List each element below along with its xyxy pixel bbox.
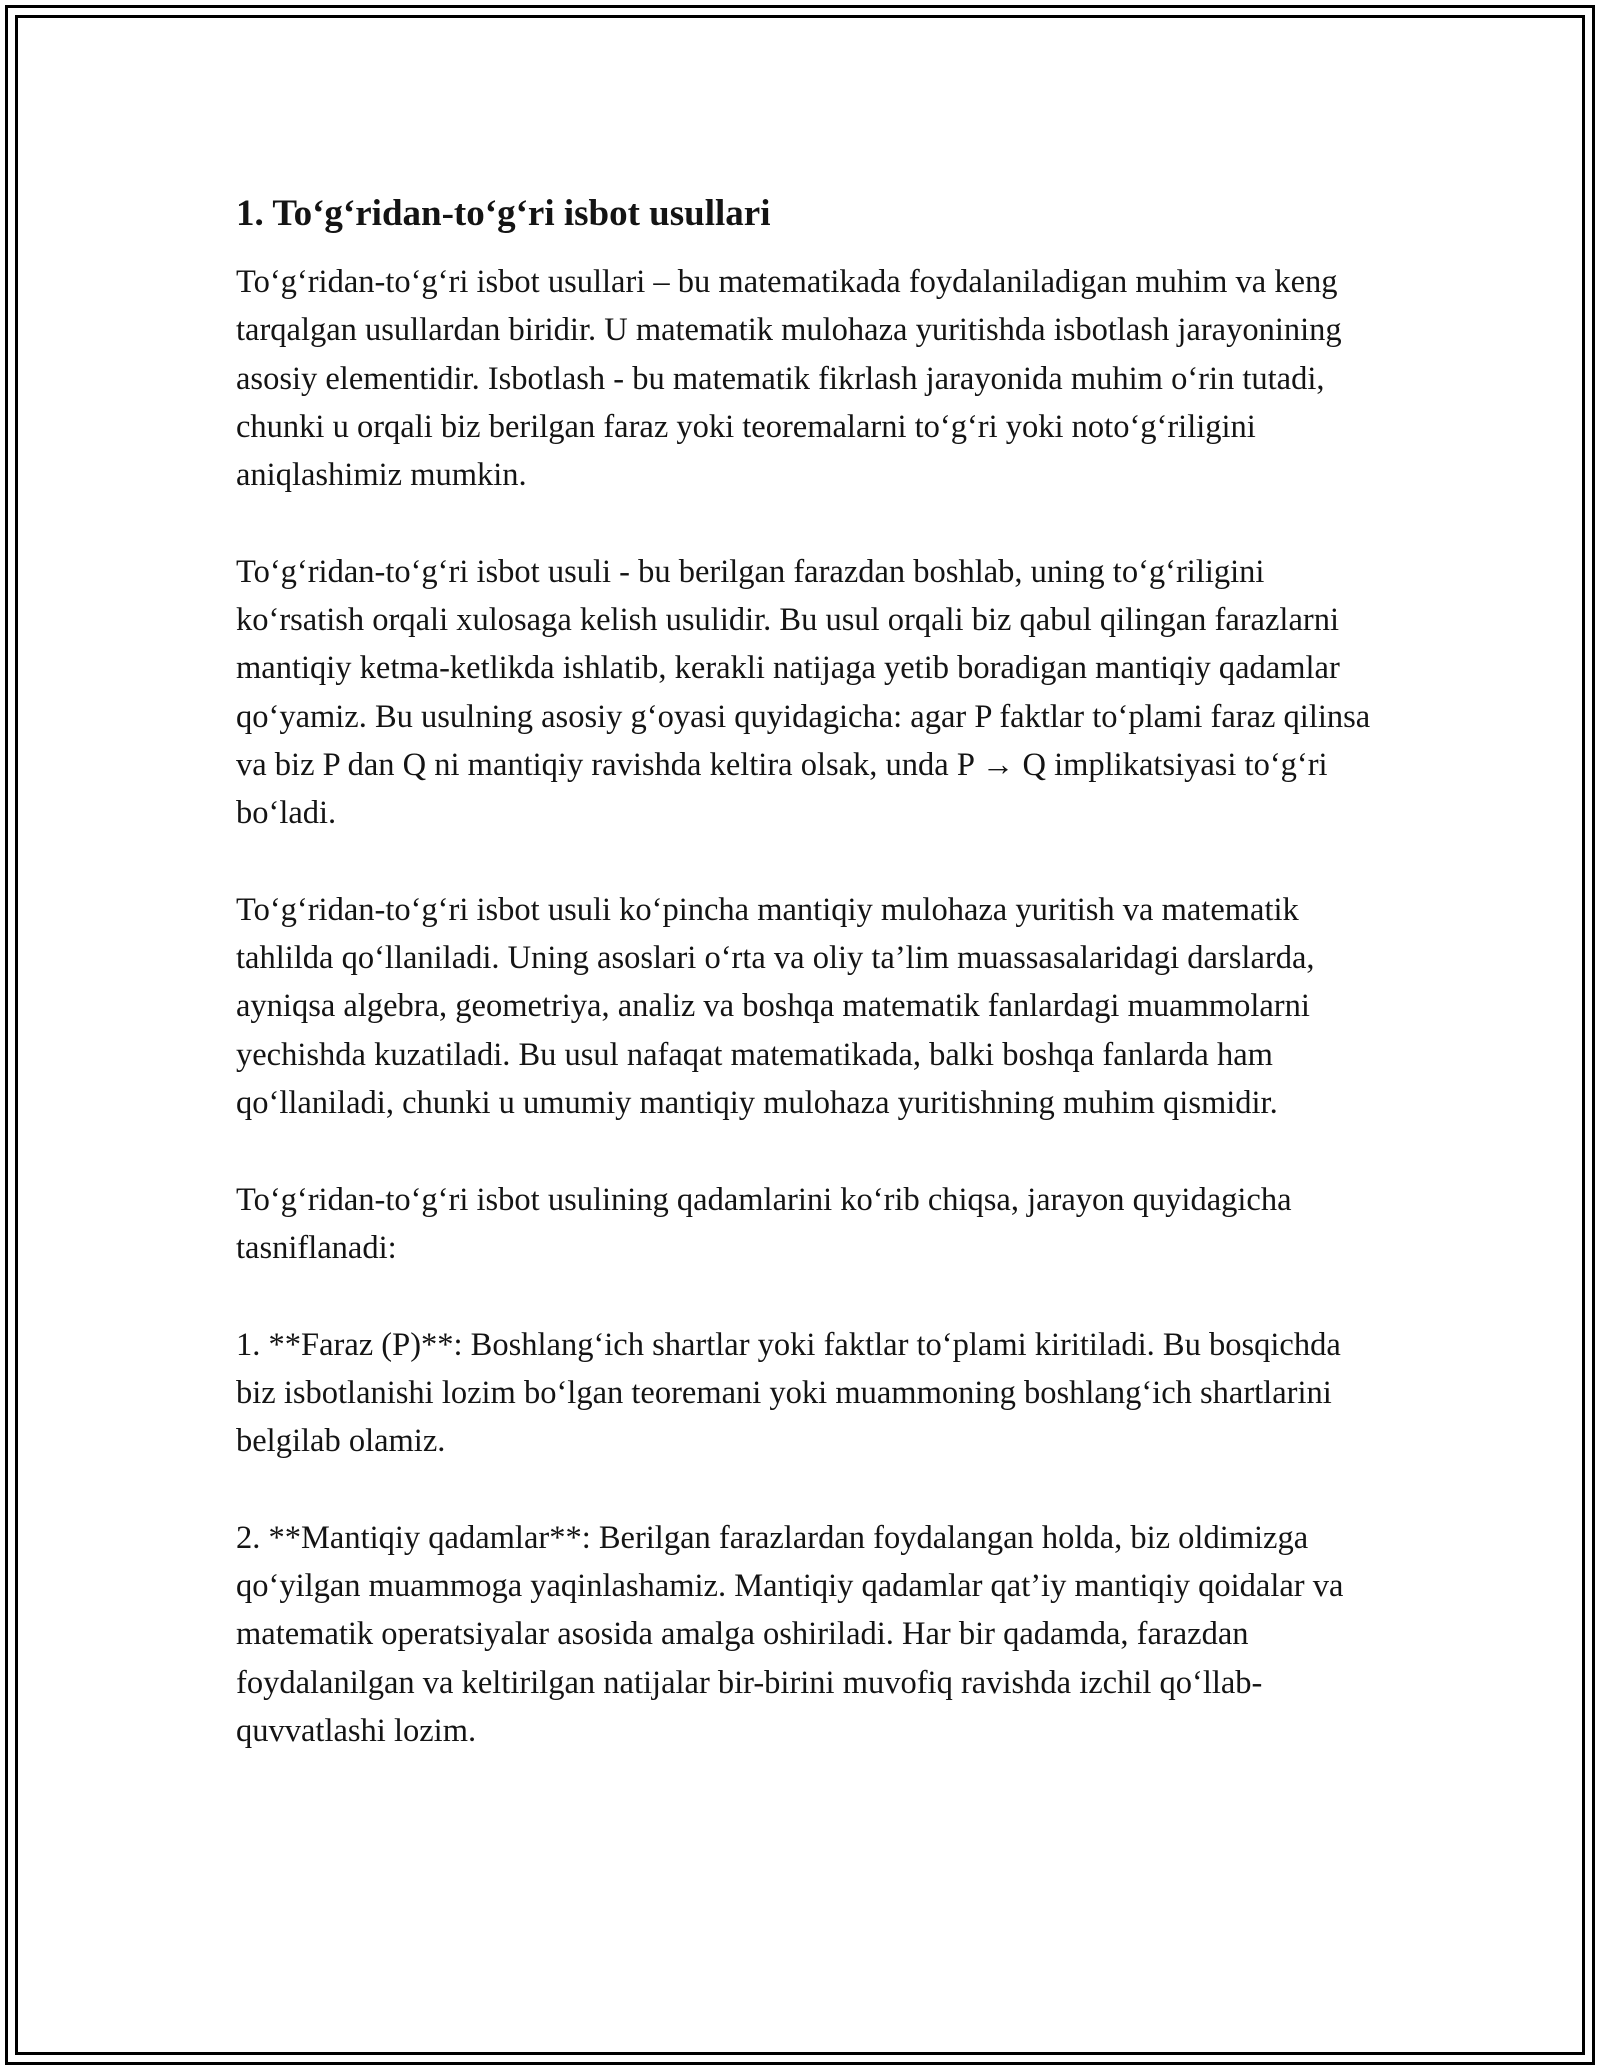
paragraph-intro: To‘g‘ridan-to‘g‘ri isbot usullari – bu matematikada foydalaniladigan muhim va keng tarqalgan usullardan biridir. U matematik mulohaza yuritishda isbotlash jarayonining asosiy elementidir. Isbotlash - bu matematik fikrlash jarayonida muhim o‘rin tutadi, chunki u orqali biz berilgan faraz yoki teoremalarni to‘g‘ri yoki noto‘g‘riligini aniqlashimiz mumkin. — [236, 264, 1342, 494]
paragraph-step-1: 1. **Faraz (P)**: Boshlang‘ich shartlar yoki faktlar to‘plami kiritiladi. Bu bosqichda biz isbotlanishi lozim bo‘lgan teoremani yoki muammoning boshlang‘ich shartlarini belgilab olamiz. — [236, 1326, 1341, 1460]
paragraph-definition: To‘g‘ridan-to‘g‘ri isbot usuli - bu berilgan farazdan boshlab, uning to‘g‘riligini ko‘rsatish orqali xulosaga kelish usulidir. Bu usul orqali biz qabul qilingan farazlarni mantiqiy ketma-ketlikda ishlatib, kerakli natijaga yetib boradigan mantiqiy qadamlar qo‘yamiz. Bu usulning asosiy g‘oyasi quyidagicha: agar P faktlar to‘plami faraz qilinsa va biz P dan Q ni mantiqiy ravishda keltira olsak, unda P → Q implikatsiyasi to‘g‘ri bo‘ladi. — [236, 553, 1371, 832]
document-body — [236, 188, 1376, 1755]
paragraph-steps-intro: To‘g‘ridan-to‘g‘ri isbot usulining qadamlarini ko‘rib chiqsa, jarayon quyidagicha tasniflanadi: — [236, 1181, 1292, 1266]
paragraph-step-2: 2. **Mantiqiy qadamlar**: Berilgan farazlardan foydalangan holda, biz oldimizga qo‘yilgan muammoga yaqinlashamiz. Mantiqiy qadamlar qat’iy mantiqiy qoidalar va matematik operatsiyalar asosida amalga oshiriladi. Har bir qadamda, farazdan foydalanilgan va keltirilgan natijalar bir-birini muvofiq ravishda izchil qo‘llab-quvvatlashi lozim. — [236, 1519, 1344, 1749]
section-heading: 1. To‘g‘ridan-to‘g‘ri isbot usullari — [236, 193, 771, 234]
paragraph-applications: To‘g‘ridan-to‘g‘ri isbot usuli ko‘pincha mantiqiy mulohaza yuritish va matematik tahlilda qo‘llaniladi. Uning asoslari o‘rta va oliy ta’lim muassasalaridagi darslarda, ayniqsa algebra, geometriya, analiz va boshqa matematik fanlardagi muammolarni yechishda kuzatiladi. Bu usul nafaqat matematikada, balki boshqa fanlarda ham qo‘llaniladi, chunki u umumiy mantiqiy mulohaza yuritishning muhim qismidir. — [236, 891, 1315, 1122]
